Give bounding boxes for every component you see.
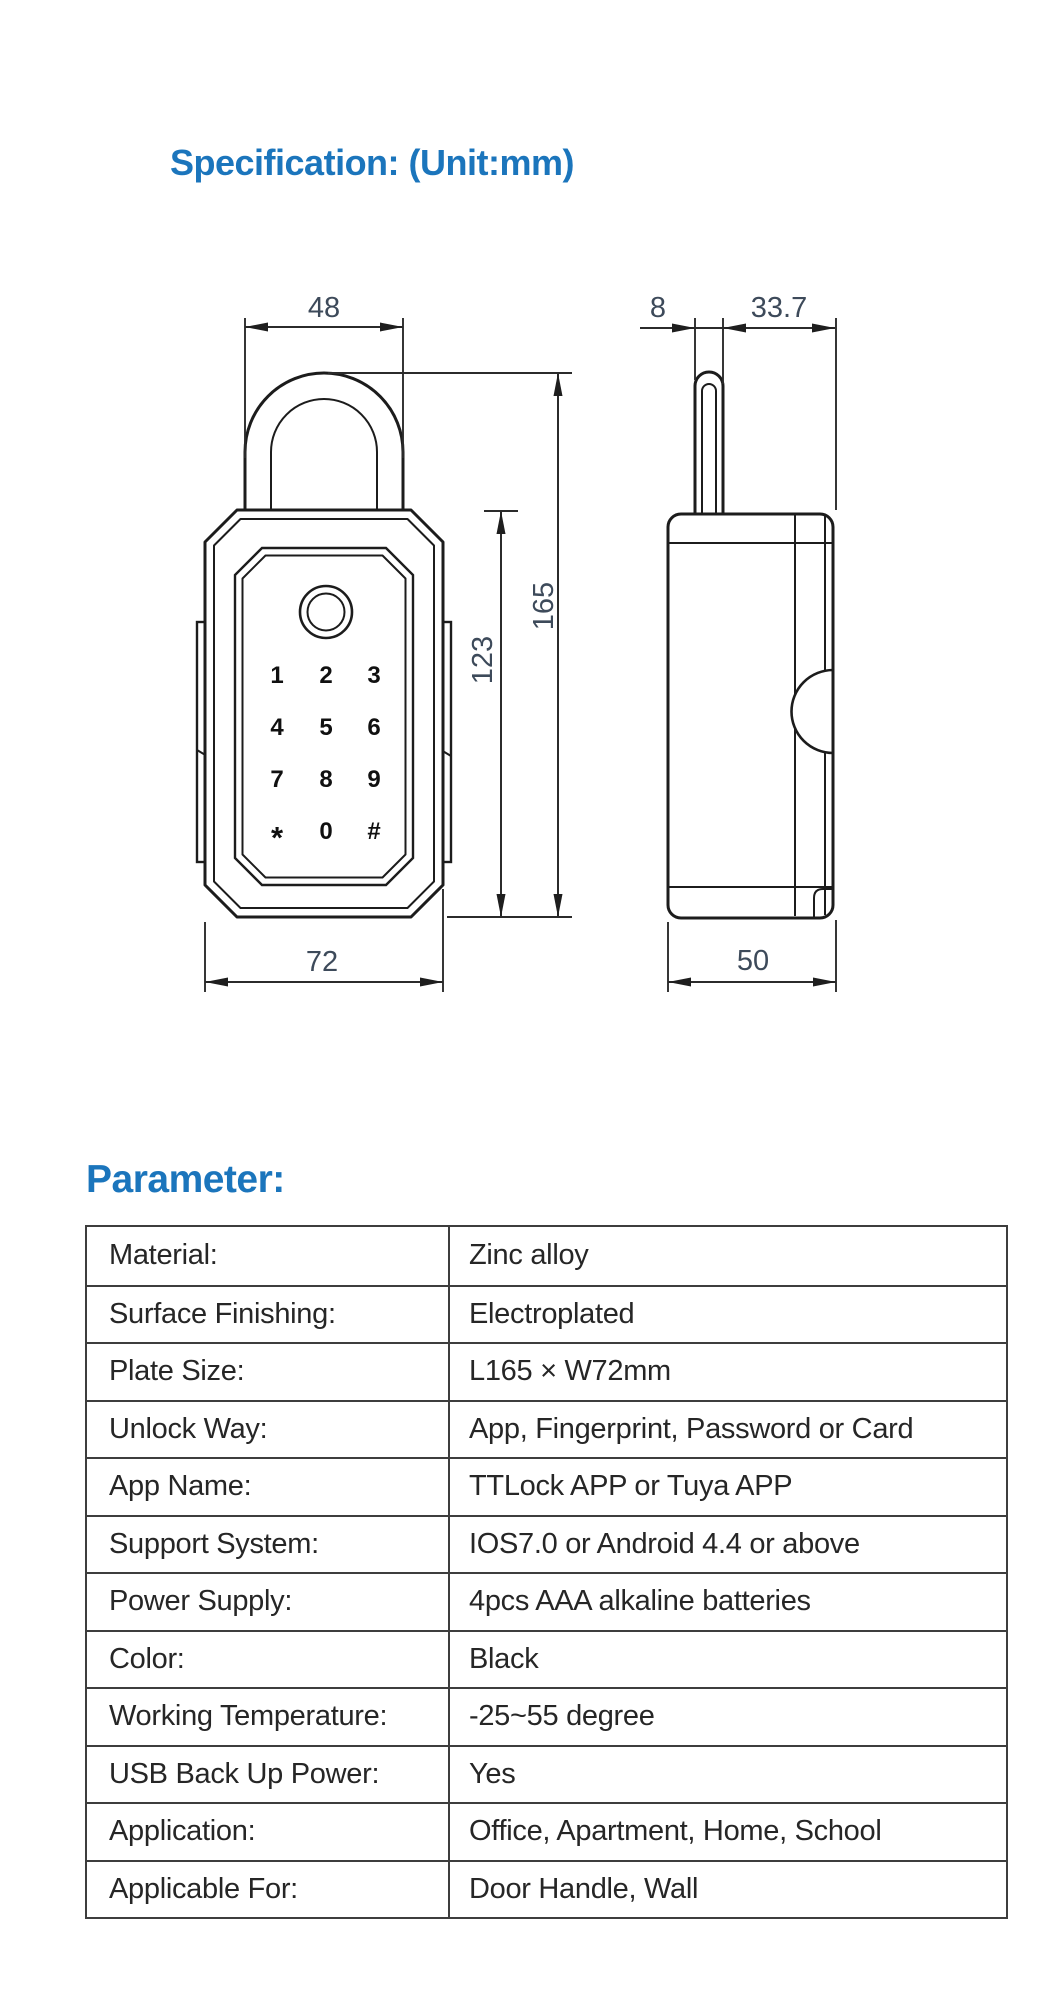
keypad-key: 9 [367, 766, 381, 793]
arrowhead [554, 894, 563, 917]
front-view [197, 292, 572, 992]
shackle-inner [271, 399, 377, 518]
table-row [87, 1227, 1006, 1285]
keypad-key-star: * [270, 820, 284, 855]
arrowhead [380, 323, 403, 332]
side-view [640, 292, 836, 992]
table-row [87, 1342, 1006, 1400]
row-label: Applicable For: [87, 1862, 450, 1918]
table-row [87, 1572, 1006, 1630]
arrowhead [554, 373, 563, 396]
table-row [87, 1285, 1006, 1343]
keypad-key: 3 [367, 662, 381, 689]
row-label: Working Temperature: [87, 1689, 450, 1745]
keypad-key: 2 [319, 662, 333, 689]
arrowhead [672, 324, 695, 333]
arrowhead [205, 978, 228, 987]
row-label: Unlock Way: [87, 1402, 450, 1458]
parameter-heading: Parameter: [86, 1158, 285, 1201]
keypad-key-hash: # [367, 818, 381, 845]
arrowhead [245, 323, 268, 332]
keypad-key: 4 [270, 714, 284, 741]
table-row [87, 1515, 1006, 1573]
dim-text-total-height: 165 [528, 581, 560, 631]
side-shackle-outer [695, 372, 723, 518]
page-title: Specification: (Unit:mm) [170, 142, 575, 183]
arrowhead [497, 511, 506, 534]
row-value: Black [469, 1642, 539, 1675]
keypad-key: 8 [319, 766, 333, 793]
table-row [87, 1457, 1006, 1515]
arrowhead [813, 978, 836, 987]
row-value: App, Fingerprint, Password or Card [469, 1412, 914, 1445]
dim-text-back-offset: 33.7 [750, 292, 808, 324]
row-value: 4pcs AAA alkaline batteries [469, 1585, 811, 1618]
row-value: IOS7.0 or Android 4.4 or above [469, 1527, 860, 1560]
row-label: App Name: [87, 1459, 450, 1515]
shackle-outer [245, 373, 403, 518]
dim-text-shackle-thickness: 8 [649, 292, 667, 324]
table-row [87, 1860, 1006, 1918]
dim-text-shackle-width: 48 [307, 292, 341, 324]
arrowhead [812, 324, 835, 333]
table-row [87, 1802, 1006, 1860]
row-value: Zinc alloy [469, 1239, 589, 1272]
parameter-table [85, 1225, 1008, 1919]
row-value: Yes [469, 1757, 516, 1790]
row-value: Electroplated [469, 1297, 635, 1330]
table-row [87, 1745, 1006, 1803]
keypad-key: 1 [270, 662, 284, 689]
arrowhead [668, 978, 691, 987]
row-label: Plate Size: [87, 1344, 450, 1400]
keypad-key: 7 [270, 766, 284, 793]
row-value: Door Handle, Wall [469, 1872, 699, 1905]
side-shackle-inner [702, 384, 716, 518]
row-value: Office, Apartment, Home, School [469, 1815, 882, 1848]
row-label: Color: [87, 1632, 450, 1688]
arrowhead [420, 978, 443, 987]
arrowhead [497, 894, 506, 917]
table-row [87, 1400, 1006, 1458]
row-value: -25~55 degree [469, 1700, 655, 1733]
keypad-key: 0 [319, 818, 333, 845]
row-value: L165 × W72mm [469, 1355, 671, 1388]
arrowhead [723, 324, 746, 333]
keypad-key: 5 [319, 714, 333, 741]
row-label: Material: [87, 1227, 450, 1285]
row-label: USB Back Up Power: [87, 1747, 450, 1803]
dim-text-body-depth: 50 [736, 945, 770, 977]
dim-text-body-height: 123 [467, 635, 499, 685]
keypad-key: 6 [367, 714, 381, 741]
row-value: TTLock APP or Tuya APP [469, 1470, 793, 1503]
row-label: Application: [87, 1804, 450, 1860]
row-label: Power Supply: [87, 1574, 450, 1630]
row-label: Support System: [87, 1517, 450, 1573]
row-label: Surface Finishing: [87, 1287, 450, 1343]
table-row [87, 1687, 1006, 1745]
table-row [87, 1630, 1006, 1688]
dim-text-body-width: 72 [305, 946, 339, 978]
